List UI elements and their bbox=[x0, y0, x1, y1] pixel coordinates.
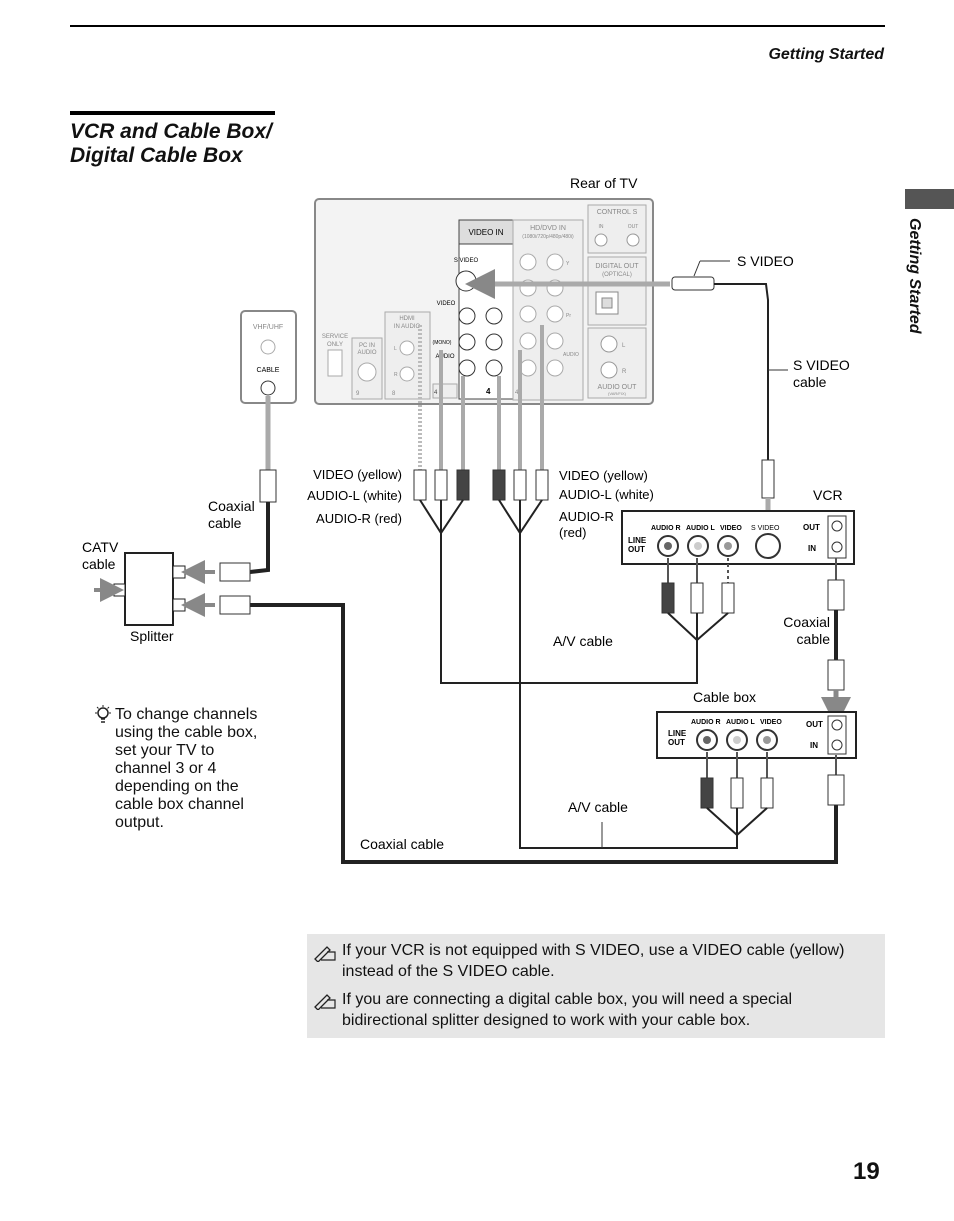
mono-label: (MONO) bbox=[432, 340, 452, 346]
port-number-4b: 4 bbox=[434, 390, 438, 396]
catv-cable-label-1: CATV bbox=[82, 539, 119, 555]
page-title-line1: VCR and Cable Box/ bbox=[70, 120, 272, 143]
vcr-audio-r: AUDIO R bbox=[651, 525, 681, 532]
box-audio-r: AUDIO R bbox=[691, 719, 721, 726]
video-port-label: VIDEO bbox=[436, 301, 456, 307]
port-number-9: 9 bbox=[356, 391, 360, 397]
s-video-cable-label-2: cable bbox=[793, 374, 827, 390]
vcr-s-video: S VIDEO bbox=[751, 525, 780, 532]
service-label: SERVICE bbox=[321, 334, 349, 340]
av-cables-box bbox=[701, 752, 773, 835]
s-video-port-label: S VIDEO bbox=[453, 258, 479, 264]
red-right-label: (red) bbox=[559, 525, 587, 540]
wall-outlet bbox=[241, 311, 296, 403]
hd-audio-label: AUDIO bbox=[563, 352, 579, 358]
var-fix-label: (VAR/FIX) bbox=[608, 391, 626, 396]
coaxial-cable-bottom-label: Coaxial cable bbox=[360, 836, 445, 852]
vcr-audio-l: AUDIO L bbox=[686, 525, 715, 532]
port-number-4: 4 bbox=[486, 387, 491, 396]
digital-out-label: DIGITAL OUT bbox=[595, 263, 639, 270]
hdmi-in-audio-label: IN AUDIO bbox=[393, 324, 421, 330]
tip-text: To change channels using the cable box, set your TV to channel 3 or 4 depending on the cable box channel output. bbox=[115, 706, 258, 831]
video-yellow-right-label: VIDEO (yellow) bbox=[559, 468, 648, 483]
vhf-uhf-label: VHF/UHF bbox=[252, 324, 284, 331]
cable-port-label: CABLE bbox=[256, 367, 280, 374]
hdmi-l: L bbox=[394, 346, 397, 352]
note-1: If your VCR is not equipped with S VIDEO, use a VIDEO cable (yellow) instead of the S VIDEO cable. bbox=[342, 942, 845, 980]
audio-out-label: AUDIO OUT bbox=[597, 384, 637, 391]
hdmi-r: R bbox=[394, 372, 398, 378]
splitter-label: Splitter bbox=[130, 628, 174, 644]
page-title-line2: Digital Cable Box bbox=[70, 144, 243, 167]
s-video-label: S VIDEO bbox=[737, 253, 794, 269]
splitter bbox=[94, 553, 250, 625]
audio-out-r: R bbox=[622, 369, 627, 375]
side-tab-label: Getting Started bbox=[906, 218, 923, 334]
audio-l-white-right-label: AUDIO-L (white) bbox=[559, 487, 654, 502]
page-number: 19 bbox=[853, 1158, 880, 1185]
av-cable-label-2: A/V cable bbox=[568, 799, 628, 815]
control-s-out: OUT bbox=[627, 224, 639, 230]
note-2: If you are connecting a digital cable box, you will need a special bidirectional splitter designed to work with your cable box. bbox=[342, 991, 793, 1029]
box-line-out: OUT bbox=[668, 738, 685, 747]
box-audio-l: AUDIO L bbox=[726, 719, 755, 726]
only-label: ONLY bbox=[327, 342, 343, 348]
coaxial-cable-top-label-1: Coaxial bbox=[208, 498, 255, 514]
av-cables-vcr bbox=[662, 558, 734, 640]
audio-port-label: AUDIO bbox=[435, 354, 455, 360]
vcr-in: IN bbox=[808, 544, 816, 553]
audio-out-l: L bbox=[622, 343, 626, 349]
rear-of-tv-label: Rear of TV bbox=[570, 175, 638, 191]
audio-r-red-left-label: AUDIO-R (red) bbox=[316, 511, 402, 526]
box-in: IN bbox=[810, 741, 818, 750]
tv-rear-panel bbox=[315, 199, 653, 404]
audio-r-right-label: AUDIO-R bbox=[559, 509, 614, 524]
lightbulb-icon bbox=[92, 704, 114, 728]
vcr-out: OUT bbox=[803, 523, 820, 532]
box-out: OUT bbox=[806, 720, 823, 729]
video-yellow-left-label: VIDEO (yellow) bbox=[313, 467, 402, 482]
s-video-cable-label-1: S VIDEO bbox=[793, 357, 850, 373]
s-video-cable bbox=[714, 284, 768, 460]
pc-in-label: PC IN bbox=[358, 343, 376, 349]
section-header: Getting Started bbox=[768, 46, 884, 63]
control-s-in: IN bbox=[598, 224, 604, 230]
vcr-device bbox=[622, 511, 854, 564]
pencil-note-icon bbox=[313, 944, 337, 962]
vcr-video: VIDEO bbox=[720, 525, 742, 532]
hd-y-label: Y bbox=[566, 261, 570, 267]
hd-pr-label: Pr bbox=[566, 313, 571, 319]
box-line: LINE bbox=[668, 729, 687, 738]
control-s-label: CONTROL S bbox=[596, 209, 638, 216]
coaxial-cable-right-label-1: Coaxial bbox=[783, 614, 830, 630]
notes-box bbox=[307, 934, 885, 1038]
coaxial-cable-right-label-2: cable bbox=[796, 631, 830, 647]
audio-l-white-left-label: AUDIO-L (white) bbox=[307, 488, 402, 503]
hd-dvd-in-label: HD/DVD IN bbox=[530, 225, 566, 232]
coaxial-cable-top-label-2: cable bbox=[208, 515, 242, 531]
optical-label: (OPTICAL) bbox=[602, 272, 632, 278]
hd-dvd-res-label: (1080i/720p/480p/480i) bbox=[522, 234, 574, 240]
port-number-8: 8 bbox=[392, 391, 396, 397]
vcr-line-out: OUT bbox=[628, 545, 645, 554]
box-video: VIDEO bbox=[760, 719, 782, 726]
av-cable-label-1: A/V cable bbox=[553, 633, 613, 649]
cable-box-label: Cable box bbox=[693, 689, 757, 705]
pc-audio-label: AUDIO bbox=[357, 350, 377, 356]
video-in-label: VIDEO IN bbox=[468, 228, 504, 237]
catv-cable-label-2: cable bbox=[82, 556, 116, 572]
vcr-label: VCR bbox=[813, 487, 843, 503]
port-number-5: 4 bbox=[515, 390, 519, 396]
cable-box-device bbox=[657, 712, 856, 758]
vcr-line: LINE bbox=[628, 536, 647, 545]
pencil-note-icon bbox=[313, 992, 337, 1010]
hdmi-label: HDMI bbox=[399, 316, 415, 322]
